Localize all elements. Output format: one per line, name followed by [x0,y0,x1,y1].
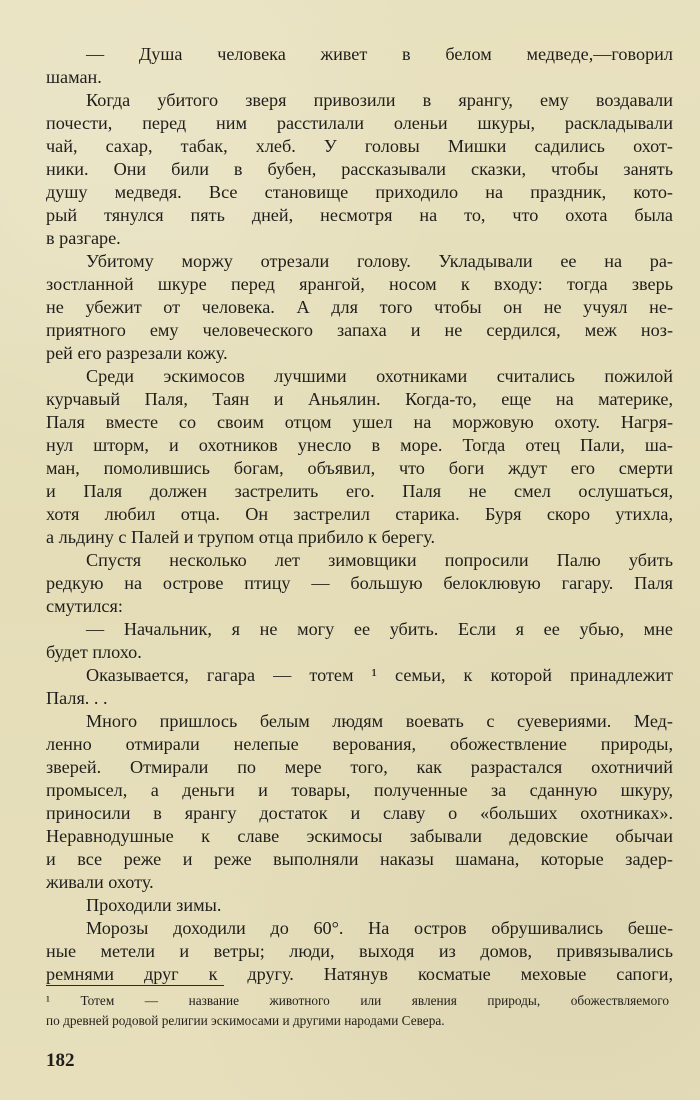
text-line: Среди эскимосов лучшими охотниками считались пожилой [86,366,673,386]
text-line: живали охоту. [46,872,154,892]
text-line: курчавый Паля, Таян и Аньялин. Когда-то, еще на материке, [46,389,673,409]
text-line: Когда убитого зверя привозили в ярангу, ему воздавали [86,90,673,110]
text-line: смутился: [46,596,123,616]
page-number: 182 [46,1050,75,1071]
footnote-separator [46,985,224,986]
text-line: Оказывается, гагара — тотем ¹ семьи, к которой принадлежит [86,665,673,685]
text-line: приятного ему человеческого запаха и не сердился, меж ноз- [46,320,673,340]
text-line: ники. Они били в бубен, рассказывали сказки, чтобы занять [46,159,673,179]
text-line: Паля. . . [46,688,108,708]
text-line: ремнями друг к другу. Натянув косматые меховые сапоги, [46,964,673,984]
text-line: Неравнодушные к славе эскимосы забывали дедовские обычаи [46,826,673,846]
text-line: хотя любил отца. Он застрелил старика. Буря скоро утихла, [46,504,673,524]
text-line: не убежит от человека. А для того чтобы он не учуял не- [46,297,673,317]
text-line: в разгаре. [46,228,121,248]
footnote-line: по древней родовой религии эскимосами и другими народами Севера. [46,1013,445,1028]
text-line: ленно отмирали нелепые верования, обожествление природы, [46,734,673,754]
text-line: ман, помолившись богам, объявил, что боги ждут его смерти [46,458,673,478]
text-line: Паля вместе со своим отцом ушел на моржовую охоту. Нагря- [46,412,673,432]
text-line: Много пришлось белым людям воевать с суевериями. Мед- [86,711,673,731]
footnotes [46,991,669,1031]
text-line: и Паля должен застрелить его. Паля не смел ослушаться, [46,481,673,501]
text-line: Убитому моржу отрезали голову. Укладывали ее на ра- [86,251,673,271]
text-line: Проходили зимы. [86,895,222,915]
footnote-line: ¹ Тотем — название животного или явления природы, обожествляемого [46,993,669,1008]
text-line: чай, сахар, табак, хлеб. У головы Мишки садились охот- [46,136,673,156]
text-line: — Начальник, я не могу ее убить. Если я ее убью, мне [86,619,673,639]
text-line: промысел, а деньги и товары, полученные за сданную шкуру, [46,780,673,800]
text-line: Спустя несколько лет зимовщики попросили Палю убить [86,550,673,570]
text-line: рей его разрезали кожу. [46,343,228,363]
main-text [46,43,673,986]
text-line: душу медведя. Все становище приходило на праздник, кото- [46,182,673,202]
text-line: ные метели и ветры; люди, выходя из домов, привязывались [46,941,673,961]
text-line: Морозы доходили до 60°. На остров обрушивались беше- [86,918,673,938]
text-line: почести, перед ним расстилали оленьи шкуры, раскладывали [46,113,673,133]
text-line: редкую на острове птицу — большую белоклювую гагару. Паля [46,573,673,593]
text-line: и все реже и реже выполняли наказы шамана, которые задер- [46,849,673,869]
text-line: зверей. Отмирали по мере того, как разрастался охотничий [46,757,673,777]
text-line: нул шторм, и охотников унесло в море. Тогда отец Пали, ша- [46,435,673,455]
text-line: будет плохо. [46,642,142,662]
text-line: зостланной шкуре перед ярангой, носом к входу: тогда зверь [46,274,673,294]
text-line: — Душа человека живет в белом медведе,—говорил [86,44,673,64]
text-line: шаман. [46,67,102,87]
text-line: а льдину с Палей и трупом отца прибило к берегу. [46,527,436,547]
text-line: приносили в ярангу достаток и славу о «больших охотниках». [46,803,673,823]
text-line: рый тянулся пять дней, несмотря на то, что охота была [46,205,673,225]
